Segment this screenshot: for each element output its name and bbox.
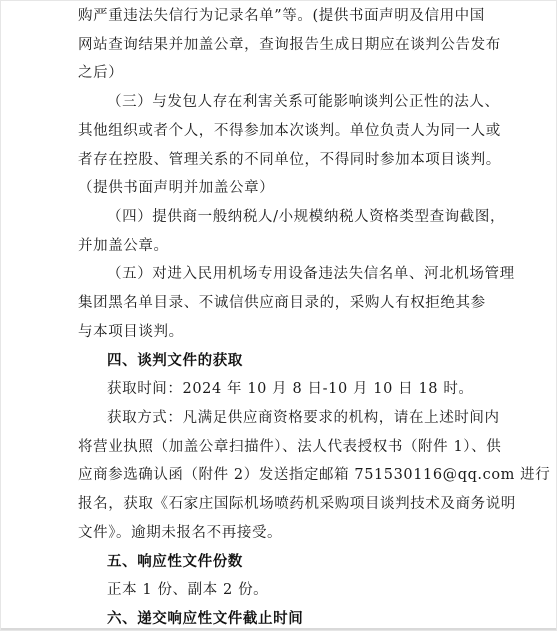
- text-line-6: 者存在控股、管理关系的不同单位，不得同时参加本项目谈判。: [78, 152, 501, 168]
- text-line-17: 应商参选确认函（附件 2）发送指定邮箱 751530116@qq.com 进行: [78, 467, 551, 483]
- text-line-18: 报名，获取《石家庄国际机场喷药机采购项目谈判技术及商务说明: [78, 496, 516, 512]
- text-line-8: （四）提供商一般纳税人/小规模纳税人资格类型查询截图，: [107, 209, 506, 225]
- text-line-12: 与本项目谈判。: [78, 324, 184, 340]
- page-bottom-rule: [1, 628, 556, 630]
- section-heading-5: 五、响应性文件份数: [107, 554, 243, 570]
- text-line-11: 集团黑名单目录、不诚信供应商目录的，采购人有权拒绝其参: [78, 295, 486, 311]
- text-line-16: 将营业执照（加盖公章扫描件）、法人代表授权书（附件 1）、供: [78, 439, 502, 455]
- section-heading-6: 六、递交响应性文件截止时间: [107, 611, 304, 627]
- text-line-3: 之后）: [78, 65, 124, 81]
- text-line-4: （三）与发包人存在利害关系可能影响谈判公正性的法人、: [107, 94, 500, 110]
- text-line-2: 网站查询结果并加盖公章，查询报告生成日期应在谈判公告发布: [78, 37, 501, 53]
- text-line-9: 并加盖公章。: [78, 238, 169, 254]
- section-heading-4: 四、谈判文件的获取: [107, 353, 243, 369]
- text-line-15: 获取方式：凡满足供应商资格要求的机构，请在上述时间内: [107, 410, 500, 426]
- text-line-5: 其他组织或者个人，不得参加本次谈判。单位负责人为同一人或: [78, 123, 501, 139]
- text-line-21: 正本 1 份、副本 2 份。: [107, 582, 269, 598]
- text-line-19: 文件》。逾期未报名不再接受。: [78, 525, 283, 541]
- text-line-14: 获取时间：2024 年 10 月 8 日-10 月 10 日 18 时。: [107, 381, 474, 397]
- text-line-1: 购严重违法失信行为记录名单”等。(提供书面声明及信用中国: [78, 8, 485, 24]
- text-line-10: （五）对进入民用机场专用设备违法失信名单、河北机场管理: [107, 266, 515, 282]
- text-line-7: （提供书面声明并加盖公章）: [78, 180, 275, 196]
